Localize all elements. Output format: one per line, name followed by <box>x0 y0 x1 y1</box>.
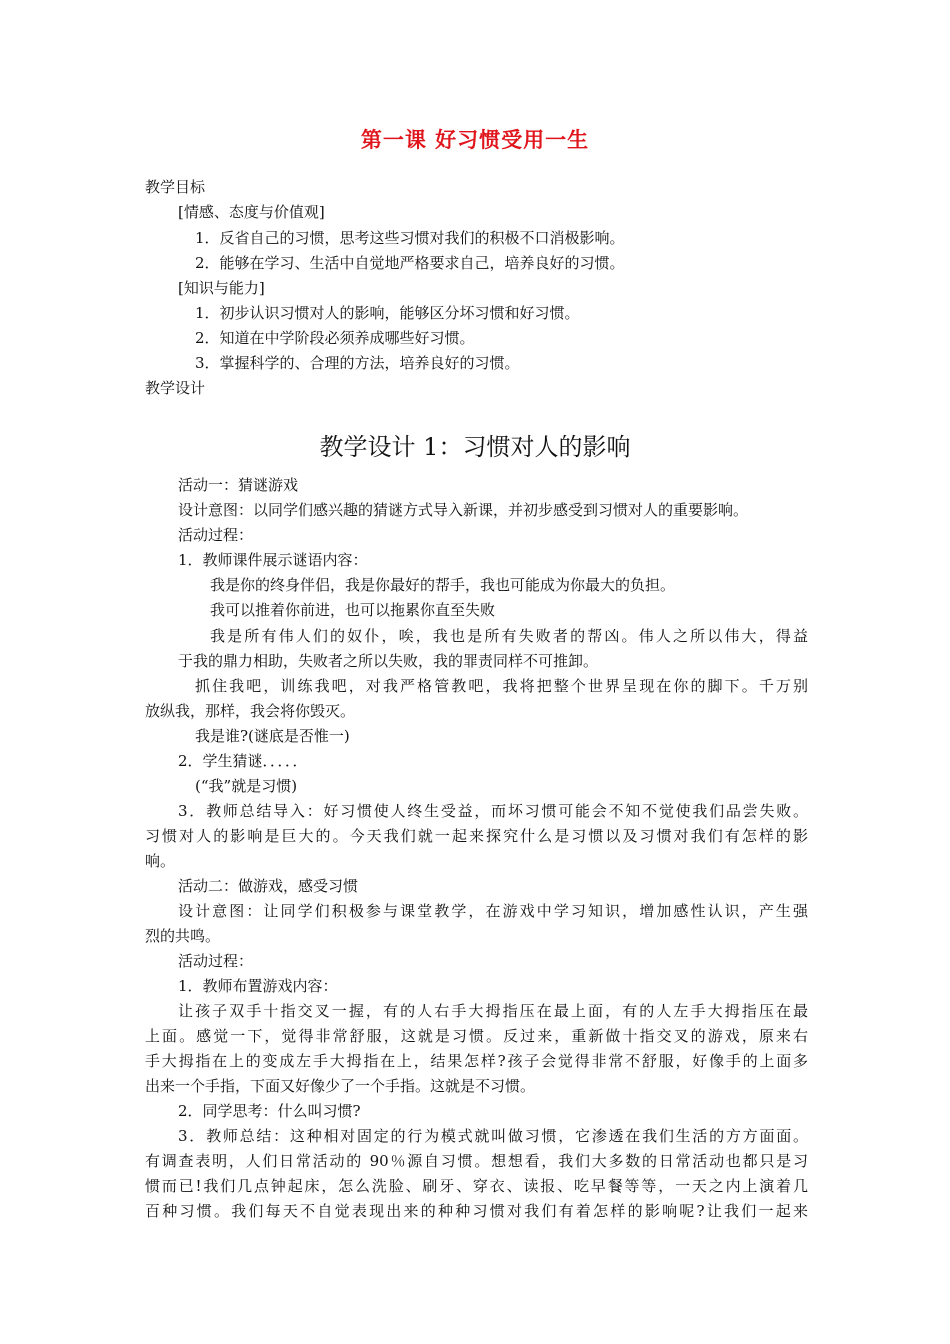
design-intent: 设计意图：以同学们感兴趣的猜谜方式导入新课，并初步感受到习惯对人的重要影响。 <box>178 501 749 519</box>
riddle-line: 抓住我吧，训练我吧，对我严格管教吧，我将把整个世界呈现在你的脚下。千万别 <box>195 677 808 695</box>
paragraph-line: 习惯对人的影响是巨大的。今天我们就一起来探究什么是习惯以及习惯对我们有怎样的影 <box>145 827 808 845</box>
paragraph-line: 惯而已!我们几点钟起床，怎么洗脸、刷牙、穿衣、读报、吃早餐等等，一天之内上演着几 <box>145 1177 808 1195</box>
goal-item: 1．初步认识习惯对人的影响，能够区分坏习惯和好习惯。 <box>195 304 580 322</box>
goals-category-emotion: [情感、态度与价值观] <box>178 203 325 221</box>
riddle-answer: (“我”就是习惯) <box>195 777 298 795</box>
process-label: 活动过程： <box>178 952 254 970</box>
section-heading: 教学设计 1：习惯对人的影响 <box>319 433 631 461</box>
riddle-line: 放纵我，那样，我会将你毁灭。 <box>145 702 356 720</box>
lesson-title: 第一课 好习惯受用一生 <box>360 128 590 152</box>
process-label: 活动过程： <box>178 526 254 544</box>
activity-title: 活动一：猜谜游戏 <box>178 476 299 494</box>
goal-item: 2．知道在中学阶段必须养成哪些好习惯。 <box>195 329 475 347</box>
riddle-line: 我是谁?(谜底是否惟一) <box>195 727 350 745</box>
step-text: 1．教师课件展示谜语内容： <box>178 551 368 569</box>
goals-category-knowledge: [知识与能力] <box>178 279 265 297</box>
riddle-line: 我是所有伟人们的奴仆，唉，我也是所有失败者的帮凶。伟人之所以伟大，得益 <box>210 627 808 645</box>
goal-item: 1．反省自己的习惯，思考这些习惯对我们的积极不口消极影响。 <box>195 229 625 247</box>
paragraph-line: 3．教师总结导入：好习惯使人终生受益，而坏习惯可能会不知不觉使我们品尝失败。 <box>178 802 808 820</box>
riddle-line: 于我的鼎力相助，失败者之所以失败，我的罪责同样不可推卸。 <box>178 652 599 670</box>
goal-item: 3．掌握科学的、合理的方法，培养良好的习惯。 <box>195 354 520 372</box>
paragraph-line: 有调查表明，人们日常活动的 90％源自习惯。想想看，我们大多数的日常活动也都只是习 <box>145 1152 808 1170</box>
design-intent: 设计意图：让同学们积极参与课堂教学，在游戏中学习知识，增加感性认识，产生强 <box>178 902 808 920</box>
step-text: 1．教师布置游戏内容： <box>178 977 338 995</box>
paragraph-line: 百种习惯。我们每天不自觉表现出来的种种习惯对我们有着怎样的影响呢?让我们一起来 <box>145 1202 808 1220</box>
paragraph-line: 3．教师总结：这种相对固定的行为模式就叫做习惯，它渗透在我们生活的方方面面。 <box>178 1127 808 1145</box>
riddle-line: 我可以推着你前进，也可以拖累你直至失败 <box>210 601 496 619</box>
paragraph-line: 上面。感觉一下，觉得非常舒服，这就是习惯。反过来，重新做十指交叉的游戏，原来右 <box>145 1027 808 1045</box>
goals-heading: 教学目标 <box>145 178 206 196</box>
step-text: 2．同学思考：什么叫习惯? <box>178 1102 361 1120</box>
riddle-line: 我是你的终身伴侣，我是你最好的帮手，我也可能成为你最大的负担。 <box>210 576 676 594</box>
paragraph-line: 出来一个手指，下面又好像少了一个手指。这就是不习惯。 <box>145 1077 536 1095</box>
paragraph-line: 响。 <box>145 852 176 870</box>
design-intent: 烈的共鸣。 <box>145 927 221 945</box>
paragraph-line: 让孩子双手十指交叉一握，有的人右手大拇指压在最上面，有的人左手大拇指压在最 <box>178 1002 808 1020</box>
paragraph-line: 手大拇指在上的变成左手大拇指在上，结果怎样?孩子会觉得非常不舒服，好像手的上面多 <box>145 1052 808 1070</box>
design-heading: 教学设计 <box>145 379 206 397</box>
goal-item: 2．能够在学习、生活中自觉地严格要求自己，培养良好的习惯。 <box>195 254 625 272</box>
activity-title: 活动二：做游戏，感受习惯 <box>178 877 359 895</box>
step-text: 2．学生猜谜．．．．． <box>178 752 308 770</box>
